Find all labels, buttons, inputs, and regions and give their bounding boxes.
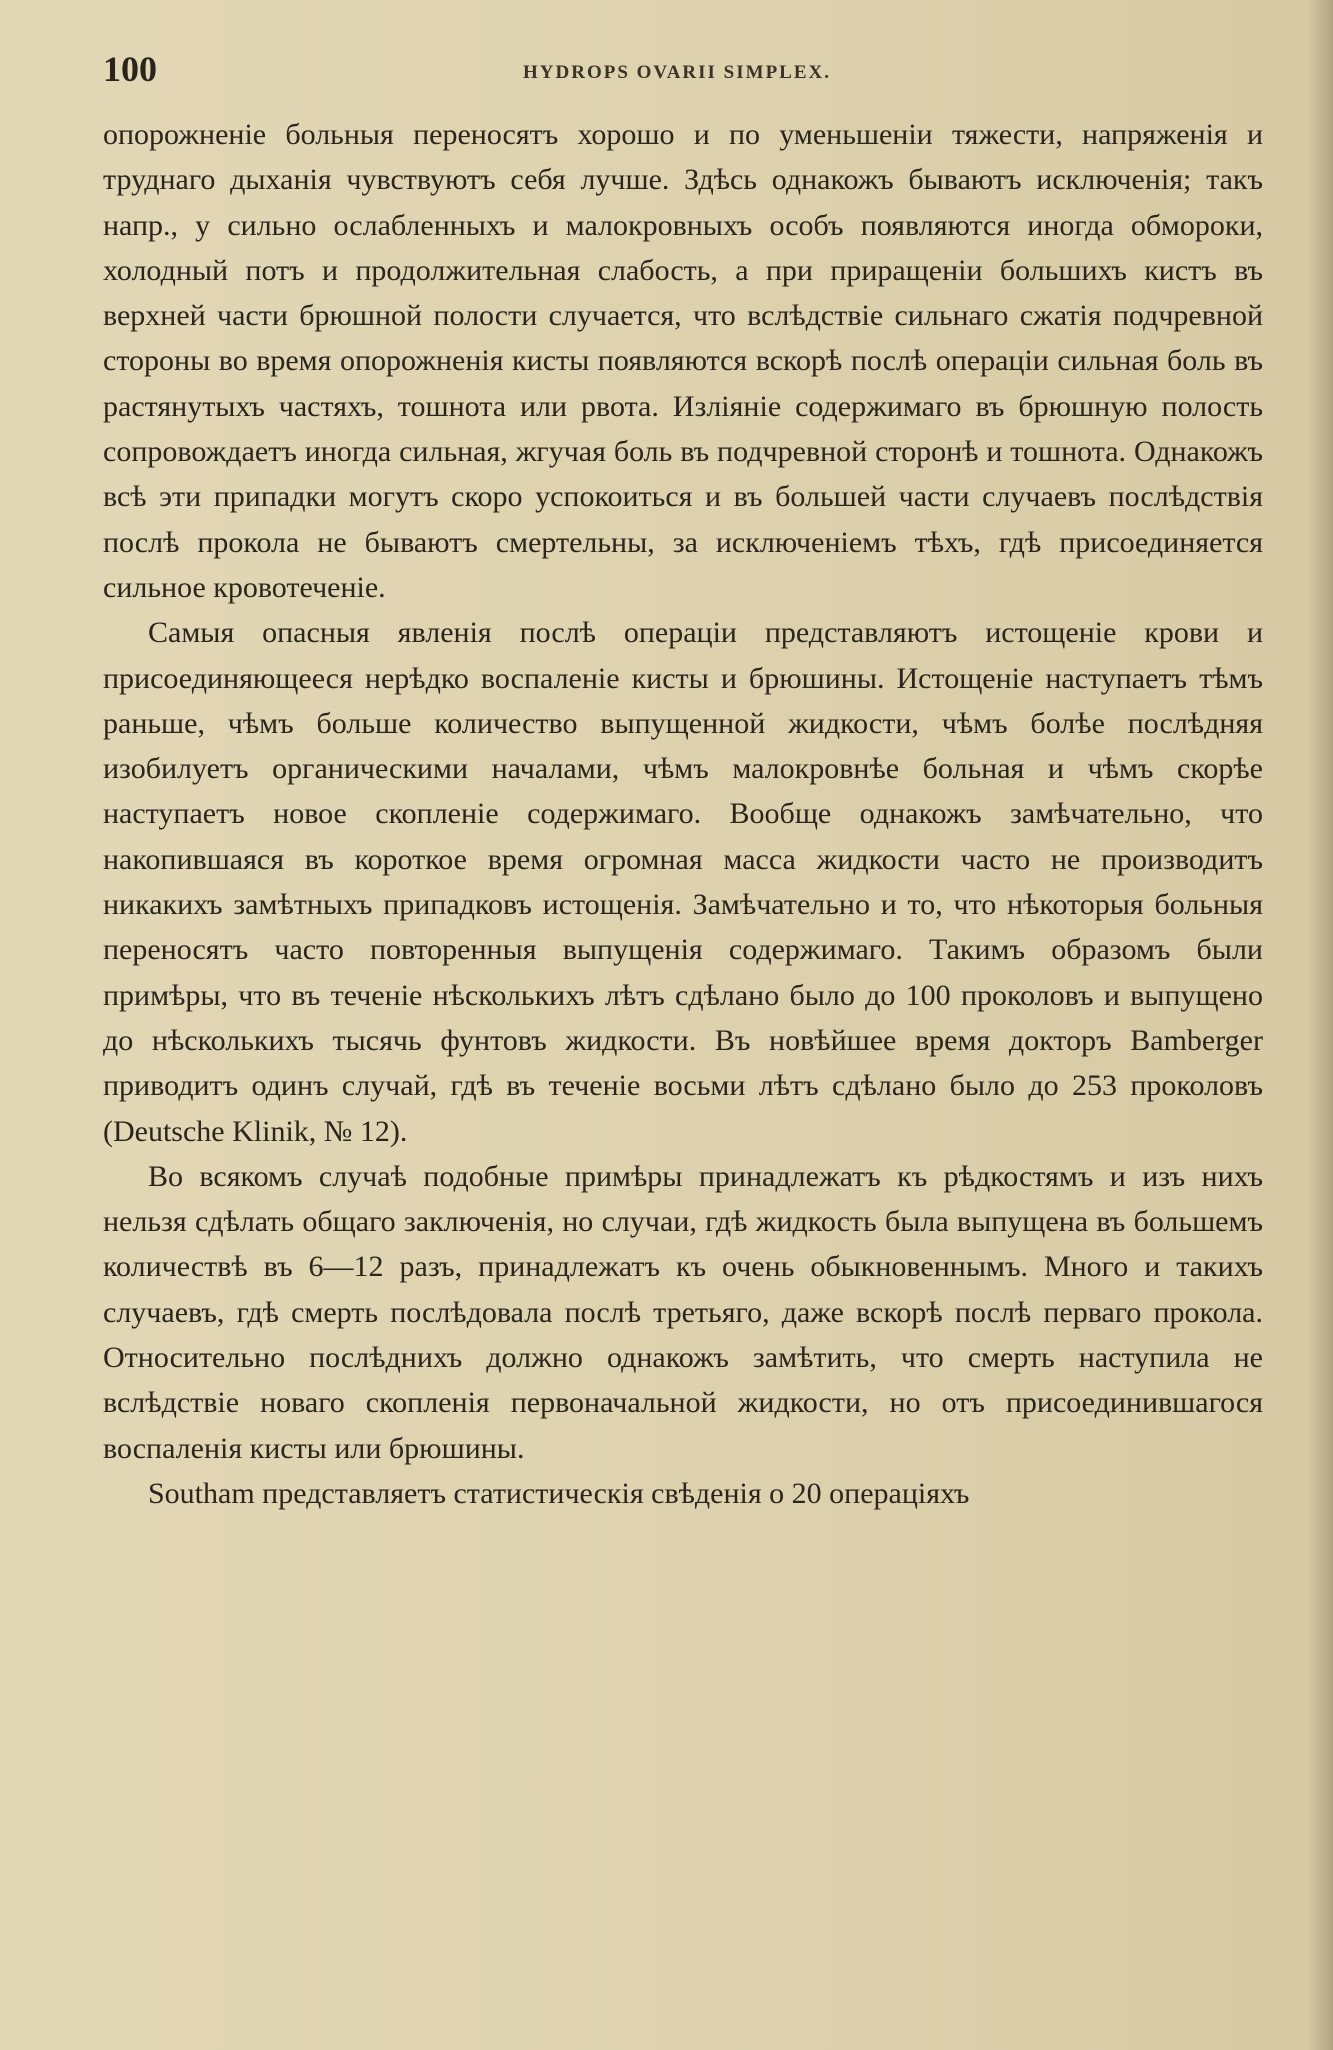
paragraph-1: опорожненіе больныя переносятъ хорошо и по уменьшеніи тяжести, напряженія и труднаго дыханія чувствуютъ себя лучше. Здѣсь однакожъ бываютъ исключенія; такъ напр., у сильно ослабленныхъ и малокровныхъ особъ появляются иногда обмороки, холодный потъ и продолжительная слабость, а при приращеніи большихъ кистъ въ верхней части брюшной полости случается, что вслѣдствіе сильнаго сжатія подчревной стороны во время опорожненія кисты появляются вскорѣ послѣ операціи сильная боль въ растянутыхъ частяхъ, тошнота или рвота. Изліяніе содержимаго въ брюшную полость сопровождаетъ иногда сильная, жгучая боль въ подчревной сторонѣ и тошнота. Однакожъ всѣ эти припадки могутъ скоро успокоиться и въ большей части случаевъ послѣдствія послѣ прокола не бываютъ смертельны, за исключеніемъ тѣхъ, гдѣ присоединяется сильное кровотеченіе. xyxy=(103,118,1263,604)
page-edge-shadow xyxy=(1307,0,1333,2050)
paragraph-3: Во всякомъ случаѣ подобные примѣры принадлежатъ къ рѣдкостямъ и изъ нихъ нельзя сдѣлать общаго заключенія, но случаи, гдѣ жидкость была выпущена въ большемъ количествѣ въ 6—12 разъ, принадлежатъ къ очень обыкновеннымъ. Много и такихъ случаевъ, гдѣ смерть послѣдовала послѣ третьяго, даже вскорѣ послѣ перваго прокола. Относительно послѣднихъ должно однакожъ замѣтить, что смерть наступила не вслѣдствіе новаго скопленія первоначальной жидкости, но отъ присоединившагося воспаленія кисты или брюшины. xyxy=(103,1159,1263,1465)
running-head xyxy=(103,48,1263,88)
page-number: 100 xyxy=(103,49,157,89)
running-title: HYDROPS OVARII SIMPLEX. xyxy=(523,62,831,83)
paragraph-4: Southam представляетъ статистическія свѣденія о 20 операціяхъ xyxy=(148,1476,970,1510)
body-text xyxy=(103,112,1263,1516)
paragraph-2: Самыя опасныя явленія послѣ операціи представляютъ истощеніе крови и присоединяющееся нерѣдко воспаленіе кисты и брюшины. Истощеніе наступаетъ тѣмъ раньше, чѣмъ больше количество выпущенной жидкости, чѣмъ болѣе послѣдняя изобилуетъ органическими началами, чѣмъ малокровнѣе больная и чѣмъ скорѣе наступаетъ новое скопленіе содержимаго. Вообще однакожъ замѣчательно, что накопившаяся въ короткое время огромная масса жидкости часто не производитъ никакихъ замѣтныхъ припадковъ истощенія. Замѣчательно и то, что нѣкоторыя больныя переносятъ часто повторенныя выпущенія содержимаго. Такимъ образомъ были примѣры, что въ теченіе нѣсколькихъ лѣтъ сдѣлано было до 100 проколовъ и выпущено до нѣсколькихъ тысячь фунтовъ жидкости. Въ новѣйшее время докторъ Bamberger приводитъ одинъ случай, гдѣ въ теченіе восьми лѣтъ сдѣлано было до 253 проколовъ (Deutsche Klinik, № 12). xyxy=(103,616,1263,1148)
